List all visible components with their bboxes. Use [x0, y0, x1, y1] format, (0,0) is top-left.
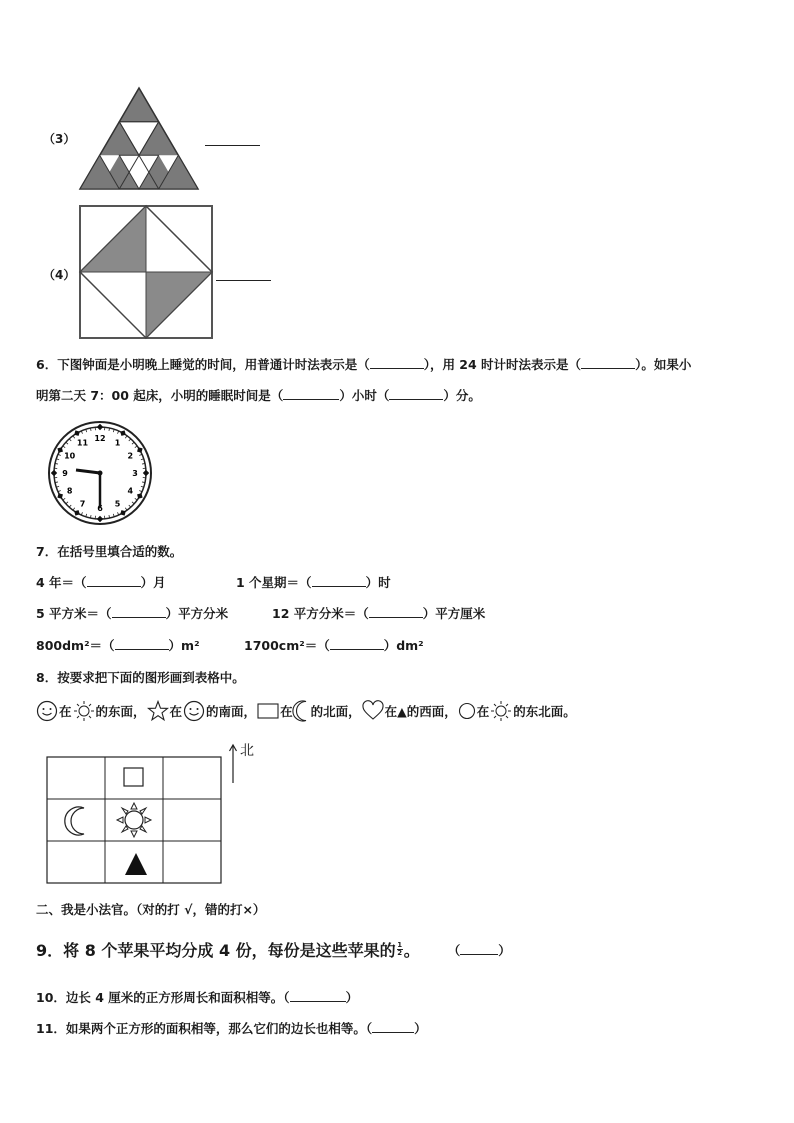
q7-text: 4 年＝（: [36, 575, 87, 590]
clock-number: 8: [66, 486, 73, 496]
q6-blank-1[interactable]: [370, 356, 424, 369]
q7-text: 1700cm²＝（: [244, 638, 330, 653]
sun-icon: [73, 700, 95, 722]
q6-blank-2[interactable]: [581, 356, 635, 369]
q7-text: ）时: [365, 575, 391, 590]
clock-number: 3: [132, 469, 138, 478]
q9-text: （: [447, 942, 461, 958]
triangle-figure: [78, 86, 200, 192]
circle-icon: [458, 702, 476, 720]
answer-line-3[interactable]: [205, 145, 260, 146]
smiley-icon: [183, 700, 205, 722]
q7-title: 7．在括号里填合适的数。: [36, 544, 183, 559]
clock-number: 1: [114, 438, 121, 448]
q7-row1b: [236, 573, 391, 591]
q8-text: 在: [280, 704, 293, 719]
q10-text: ）: [345, 990, 359, 1005]
grid-triangle-cell[interactable]: [125, 853, 147, 875]
q8-text: 的东北面。: [513, 704, 576, 719]
q6-text: ）小时（: [339, 388, 390, 403]
q7-text: 12 平方分米＝（: [272, 606, 369, 621]
q11-text: ）: [414, 1021, 427, 1036]
clock-number: 12: [94, 434, 106, 443]
q11-text: 11．如果两个正方形的面积相等，那么它们的边长也相等。（: [36, 1021, 373, 1036]
q6-text: 6．下图钟面是小明晚上睡觉的时间，用普通计时法表示是（: [36, 357, 370, 372]
placement-grid: [46, 756, 224, 884]
star-icon: [147, 700, 169, 722]
q6-blank-4[interactable]: [389, 387, 443, 400]
q9-line: [36, 938, 511, 961]
q7-blank-2[interactable]: [312, 574, 366, 587]
heart-icon: [362, 701, 384, 721]
q7-row3b: [244, 636, 424, 654]
q7-text: ）平方分米: [165, 606, 229, 621]
north-arrow-icon: [228, 742, 238, 784]
sun-icon: [490, 700, 512, 722]
q6-text: 明第二天 7：00 起床，小明的睡眠时间是（: [36, 388, 284, 403]
q10-text: 10．边长 4 厘米的正方形周长和面积相等。（: [36, 990, 290, 1005]
q6-text: ）。如果小: [635, 357, 692, 372]
q6-line2: [36, 386, 481, 404]
q10-line: [36, 988, 358, 1006]
q7-row2b: [272, 604, 485, 622]
section-2-title: 二、我是小法官。（对的打 √，错的打×）: [36, 902, 266, 917]
q8-instructions: [36, 700, 576, 722]
q11-blank[interactable]: [372, 1020, 414, 1033]
clock-number: 4: [127, 486, 134, 496]
figure-4-label: （4）: [43, 268, 76, 282]
q6-blank-3[interactable]: [283, 387, 339, 400]
q7-row2a: [36, 604, 228, 622]
q8-text: 在: [59, 704, 72, 719]
clock-number: 11: [76, 438, 89, 448]
q8-title: 8．按要求把下面的图形画到表格中。: [36, 670, 245, 685]
moon-icon: [294, 700, 310, 722]
clock-number: 9: [62, 469, 68, 478]
q7-blank-4[interactable]: [369, 605, 423, 618]
q9-text: 9．将 8 个苹果平均分成 4 份，每份是这些苹果的: [36, 941, 396, 960]
answer-line-4[interactable]: [216, 280, 271, 281]
clock-number: 2: [127, 451, 134, 461]
q9-text: 。: [403, 941, 420, 960]
q8-text: 的南面，: [206, 704, 257, 719]
q7-blank-6[interactable]: [330, 637, 384, 650]
q7-blank-3[interactable]: [112, 605, 166, 618]
q7-blank-5[interactable]: [115, 637, 169, 650]
q8-text: 在: [169, 704, 183, 719]
fraction-denominator: 2: [397, 949, 403, 957]
q7-text: ）平方厘米: [422, 606, 486, 621]
q6-line1: [36, 355, 691, 373]
q8-text: 的北面，: [310, 704, 361, 719]
q11-line: [36, 1019, 427, 1037]
q7-blank-1[interactable]: [87, 574, 141, 587]
q10-blank[interactable]: [290, 989, 346, 1002]
q6-text: ）分。: [443, 388, 481, 403]
q7-row3a: [36, 636, 200, 654]
q7-text: 5 平方米＝（: [36, 606, 112, 621]
clock-number: 7: [79, 499, 86, 509]
q8-text: 的东面，: [95, 704, 146, 719]
q7-text: 1 个星期＝（: [236, 575, 312, 590]
q8-text: 在: [476, 704, 490, 719]
q8-text: 在▲的西面，: [384, 704, 457, 719]
q9-answer: [448, 941, 511, 959]
clock-face: [46, 420, 154, 526]
fraction-numerator: 1: [397, 941, 403, 949]
q7-text: ）m²: [168, 638, 200, 653]
q6-text: ），用 24 时计时法表示是（: [423, 357, 582, 372]
smiley-icon: [36, 700, 58, 722]
north-label: 北: [240, 743, 254, 759]
grid-sun-cell[interactable]: [117, 803, 151, 837]
q7-row1a: [36, 573, 166, 591]
q9-blank[interactable]: [460, 942, 498, 955]
square-diamond-figure: [78, 204, 214, 340]
figure-3-label: （3）: [43, 132, 76, 146]
rectangle-icon: [257, 703, 279, 719]
clock-number: 5: [114, 499, 121, 509]
grid-square-cell[interactable]: [124, 768, 143, 786]
grid-moon-cell[interactable]: [65, 807, 84, 835]
q7-text: 800dm²＝（: [36, 638, 115, 653]
clock-number: 10: [64, 451, 76, 461]
q9-fraction: [397, 942, 403, 957]
clock-number: 6: [97, 504, 103, 513]
q9-text: ）: [498, 942, 511, 958]
q7-text: ）dm²: [383, 638, 424, 653]
q7-text: ）月: [140, 575, 166, 590]
